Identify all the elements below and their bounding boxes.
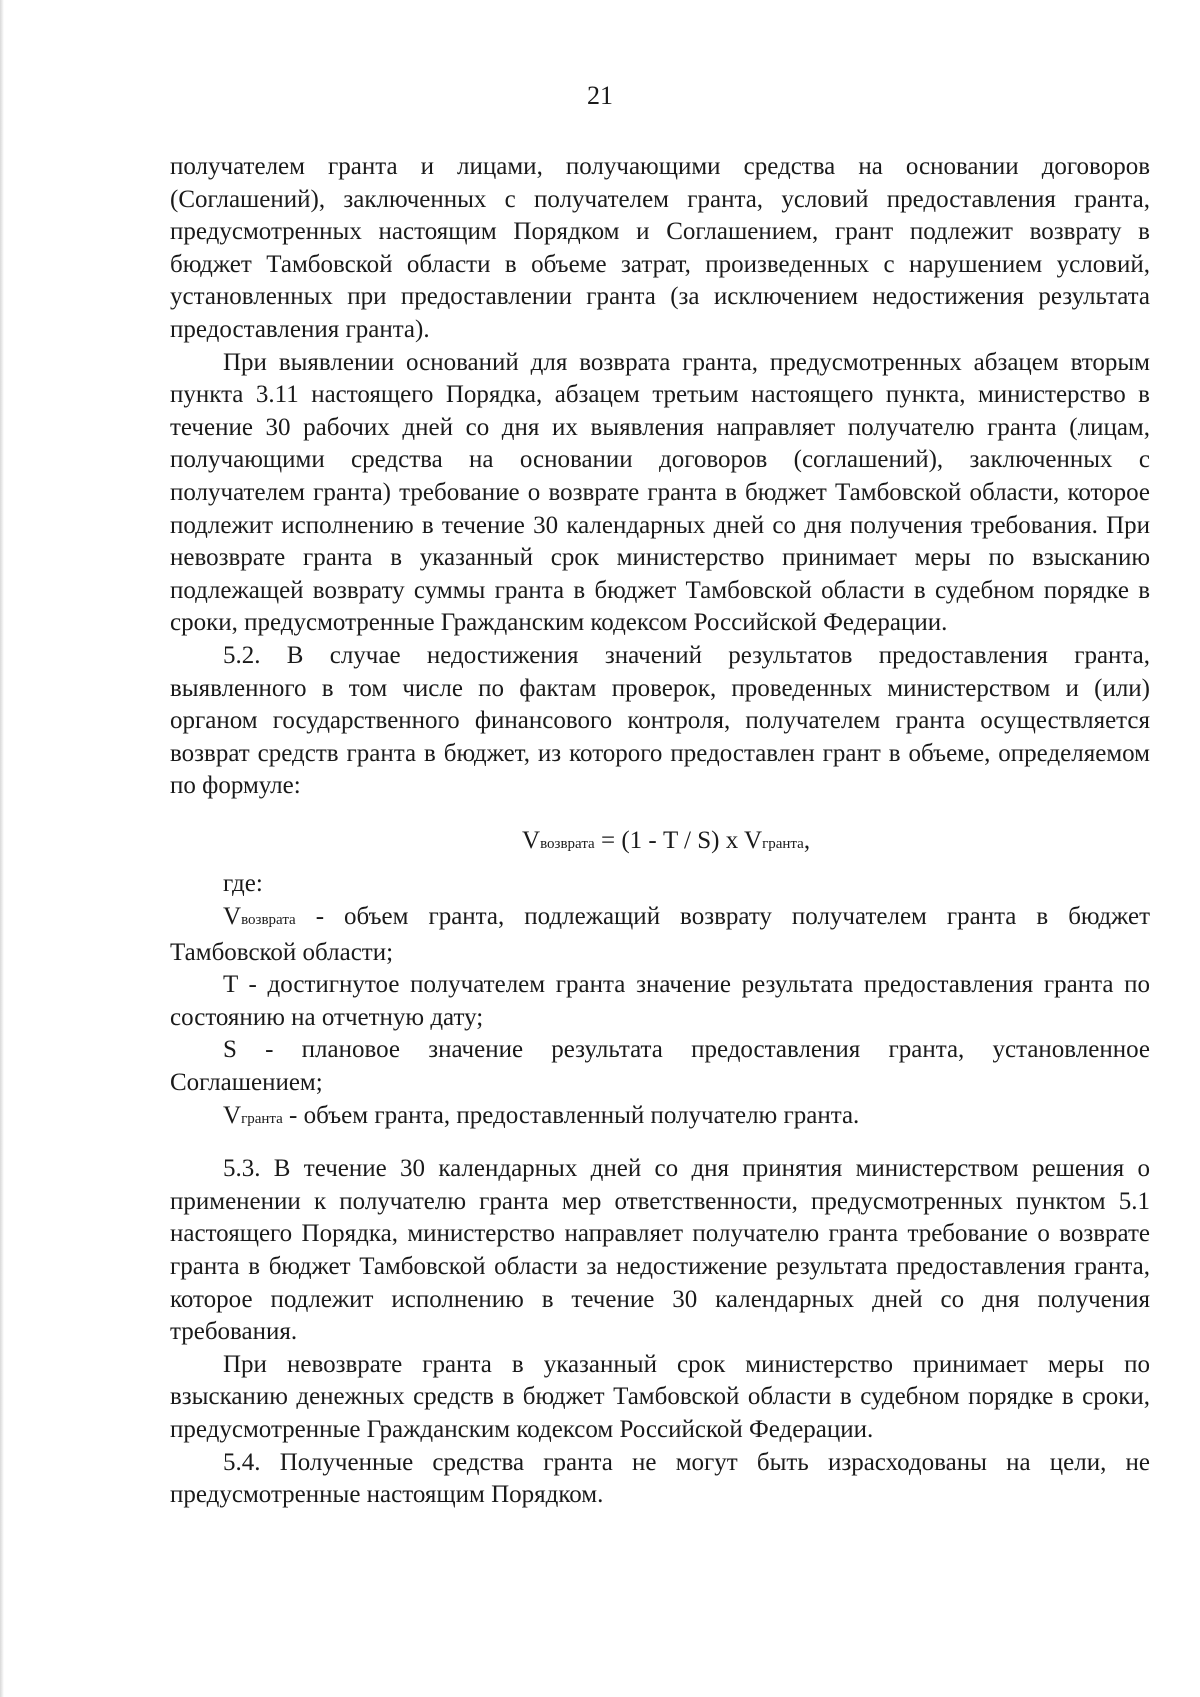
paragraph-return-grounds: При выявлении оснований для возврата гранта, предусмотренных абзацем вторым пункта 3.11 настоящего Порядка, абзацем третьим настоящего пункта, министерство в течение 30 рабочих дней со дня их выявления направляет получателю гранта (лицам, получающими средства на основании договоров (соглашений), заключенных с получателем гранта) требование о возврате гранта в бюджет Тамбовской области, которое подлежит исполнению в течение 30 календарных дней со дня получения требования. При невозврате гранта в указанный срок министерство принимает меры по взысканию подлежащей возврату суммы гранта в бюджет Тамбовской области в судебном порядке в сроки, предусмотренные Гражданским кодексом Российской Федерации. xyxy=(170,348,1150,637)
formula-middle: = (1 - T / S) x V xyxy=(594,826,763,854)
definition-t: T - достигнутое получателем гранта значение результата предоставления гранта по состоянию на отчетную дату; xyxy=(170,971,1150,1031)
paragraph-5-2: 5.2. В случае недостижения значений результатов предоставления гранта, выявленного в том числе по фактам проверок, проведенных министерством и (или) органом государственного финансового контроля, получателем гранта осуществляется возврат средств гранта в бюджет, из которого предоставлен грант в объеме, определяемом по формуле: xyxy=(170,641,1150,800)
paragraph-non-return: При невозврате гранта в указанный срок министерство принимает меры по взысканию денежных средств в бюджет Тамбовской области в судебном порядке в сроки, предусмотренные Гражданским кодексом Российской Федерации. xyxy=(170,1350,1150,1443)
def-v-return-text: - объем гранта, подлежащий возврату получателем гранта в бюджет Тамбовской области; xyxy=(170,903,1150,966)
paragraph-5-4: 5.4. Полученные средства гранта не могут быть израсходованы на цели, не предусмотренные настоящим Порядком. xyxy=(170,1448,1150,1509)
definition-v-grant xyxy=(170,1100,1150,1136)
formula-v-return: V xyxy=(522,826,541,854)
def-v-grant-text: - объем гранта, предоставленный получателю гранта. xyxy=(282,1101,860,1129)
formula-sub-grant: гранта xyxy=(762,835,804,852)
document-body xyxy=(170,151,1150,1512)
paragraph-continuation: получателем гранта и лицами, получающими средства на основании договоров (Соглашений), заключенных с получателем гранта, условий предоставления гранта, предусмотренных настоящим Порядком и Соглашением, грант подлежит возврату в бюджет Тамбовской области в объеме затрат, произведенных с нарушением условий, установленных при предоставлении гранта (за исключением недостижения результата предоставления гранта). xyxy=(170,153,1150,343)
formula-sub-return: возврата xyxy=(540,835,595,852)
formula xyxy=(170,825,1150,861)
definition-s: S - плановое значение результата предоставления гранта, установленное Соглашением; xyxy=(170,1036,1150,1097)
page-edge xyxy=(0,0,4,1697)
def-v-grant-sub: гранта xyxy=(241,1110,283,1127)
where-label: где: xyxy=(223,870,263,898)
def-v-return-sub: возврата xyxy=(241,912,296,929)
page-number: 21 xyxy=(587,81,613,110)
def-v-grant-symbol: V xyxy=(223,1101,242,1129)
formula-end: , xyxy=(803,826,811,854)
definition-v-return xyxy=(170,901,1150,969)
paragraph-5-3: 5.3. В течение 30 календарных дней со дня принятия министерством решения о применении к получателю гранта мер ответственности, предусмотренных пунктом 5.1 настоящего Порядка, министерство направляет получателю гранта требование о возврате гранта в бюджет Тамбовской области за недостижение результата предоставления гранта, которое подлежит исполнению в течение 30 календарных дней со дня получения требования. xyxy=(170,1155,1150,1346)
def-v-return-symbol: V xyxy=(223,903,242,931)
